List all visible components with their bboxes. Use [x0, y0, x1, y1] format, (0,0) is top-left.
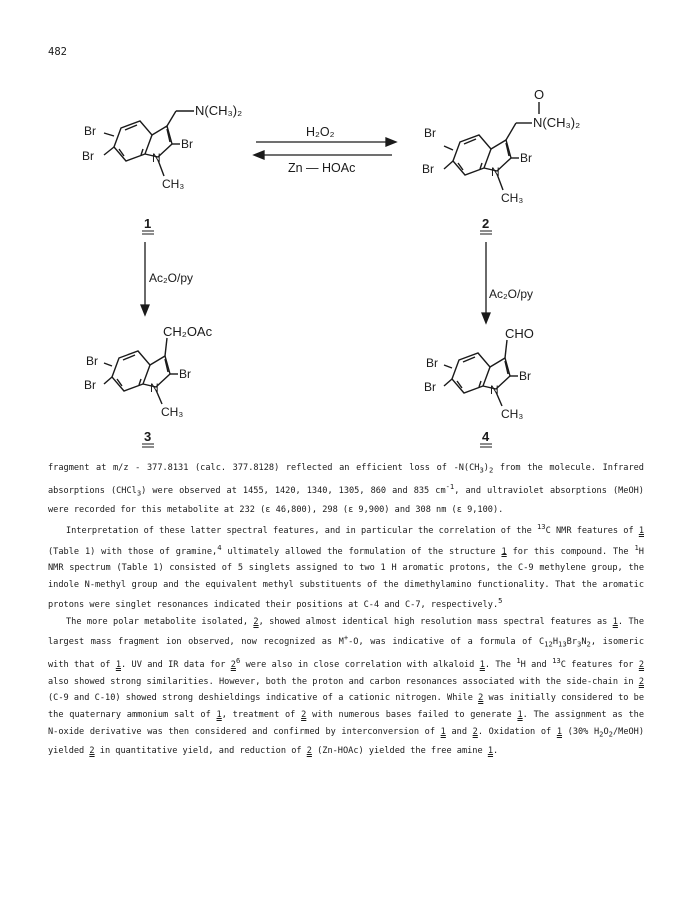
- compound-ref: 1: [501, 546, 507, 557]
- compound-ref: 2: [230, 660, 236, 671]
- compound-4-br-bottom: Br: [424, 380, 436, 394]
- compound-2-br-top: Br: [424, 126, 436, 140]
- compound-ref: 1: [479, 660, 485, 671]
- compound-ref: 2: [638, 676, 644, 687]
- compound-1-number: 1: [144, 216, 152, 231]
- compound-2-br-c2: Br: [520, 151, 532, 165]
- compound-ref: 1: [517, 710, 523, 721]
- arrow-2-to-4: [482, 242, 490, 323]
- compound-4-number: 4: [482, 429, 490, 444]
- compound-3-structure: [104, 338, 178, 404]
- reverse-arrow-reagent: Zn — HOAc: [288, 161, 356, 175]
- compound-ref: 2: [89, 745, 95, 756]
- compound-3-n-methyl: CH₃: [161, 405, 184, 419]
- paragraph-fragment: fragment at m/z - 377.8131 (calc. 377.8128) reflected an efficient loss of $-N(CH_3)_2$ from the molecule. Infrared absorptions (CHCl$_3$) were observed at 1455, 1420, 1340, 1305, 860 and 835 $cm^{-1}$, and ultraviolet absorptions (MeOH) were recorded for this metabolite at 232 (ε 46,800), 298 (ε 9,900) and 308 nm (ε 9,100).: [48, 463, 644, 516]
- compound-ref: 2: [472, 726, 478, 737]
- forward-arrow: [256, 138, 396, 146]
- arrow-1-to-3-reagent: Ac₂O/py: [149, 271, 194, 285]
- compound-ref: 1: [612, 616, 618, 627]
- reaction-scheme: [0, 80, 680, 456]
- compound-1-n-methyl: CH₃: [162, 177, 185, 191]
- forward-arrow-reagent: H₂O₂: [306, 125, 335, 139]
- compound-1-br-c2: Br: [181, 137, 193, 151]
- compound-2-oxide: O: [534, 87, 545, 102]
- compound-4-n-methyl: CH₃: [501, 407, 524, 421]
- compound-3-br-top: Br: [86, 354, 98, 368]
- compound-3-side-chain: CH₂OAc: [163, 324, 213, 339]
- body-text: [48, 460, 644, 760]
- compound-ref: 1: [638, 525, 644, 536]
- compound-ref: 1: [440, 726, 446, 737]
- compound-2-br-bottom: Br: [422, 162, 434, 176]
- compound-ref: 2: [478, 693, 484, 704]
- compound-4-br-c2: Br: [519, 369, 531, 383]
- compound-3-n-label: N: [150, 381, 159, 395]
- paragraph-interpretation: Interpretation of these latter spectral features, and in particular the correlation of the $^{13}$C NMR features of 1 (Table 1) with those of gramine,$^4$ ultimately allowed the formulation of the structure 1 for this compound. The $^1$H NMR spectrum (Table 1) consisted of 5 singlets assigned to two 1 H aromatic protons, the C-9 methylene group, the indole N-methyl group and the equivalent methyl substituents of the dimethylamino functionality. That the aromatic protons were singlet resonances indicated their positions at C-4 and C-7, respectively.$^5$: [48, 522, 644, 611]
- compound-ref: 1: [216, 710, 222, 721]
- compound-2-n-methyl: CH₃: [501, 191, 524, 205]
- compound-1-side-chain: N(CH₃)₂: [195, 103, 243, 118]
- compound-1-br-top: Br: [84, 124, 96, 138]
- compound-1-br-bottom: Br: [82, 149, 94, 163]
- compound-4-structure: [444, 340, 518, 406]
- compound-3-br-c2: Br: [179, 367, 191, 381]
- compound-ref: 2: [638, 660, 645, 671]
- compound-4-n-label: N: [490, 383, 499, 397]
- compound-4-side-chain: CHO: [505, 326, 534, 341]
- compound-1-n-label: N: [152, 151, 161, 165]
- arrow-2-to-4-reagent: Ac₂O/py: [489, 287, 534, 301]
- compound-ref: 1: [115, 660, 121, 671]
- compound-2-n-label: N: [491, 165, 500, 179]
- reverse-arrow: [254, 151, 392, 159]
- compound-2-side-chain: N(CH₃)₂: [533, 115, 581, 130]
- compound-ref: 1: [556, 726, 563, 737]
- paragraph-polar-metabolite: The more polar metabolite isolated, 2, showed almost identical high resolution mass spectral features as 1. The largest mass fragment ion observed, now recognized as M+-O, was indicative of a formula of $C_{12}H_{13}Br_3N_2$, isomeric with that of 1. UV and IR data for $2^6$ were also in close correlation with alkaloid 1. The $^1$H and $^{13}$C features for 2 also showed strong similarities. However, both the proton and carbon resonances associated with the side-chain in 2 (C-9 and C-10) showed strong deshieldings indicative of a cationic nitrogen. While 2 was initially considered to be the quaternary ammonium salt of 1, treatment of 2 with numerous bases failed to generate 1. The assignment as the N-oxide derivative was then considered and confirmed by interconversion of 1 and 2. Oxidation of 1 (30% $H_2O_2/MeOH$) yielded 2 in quantitative yield, and reduction of 2 (Zn-HOAc) yielded the free amine 1.: [48, 616, 645, 756]
- compound-4-br-top: Br: [426, 356, 438, 370]
- page-number: 482: [48, 46, 67, 58]
- arrow-1-to-3: [141, 242, 149, 315]
- compound-3-br-bottom: Br: [84, 378, 96, 392]
- compound-ref: 2: [306, 745, 312, 756]
- compound-ref: 1: [487, 745, 494, 756]
- compound-3-number: 3: [144, 429, 152, 444]
- compound-ref: 2: [301, 710, 307, 721]
- compound-ref: 2: [253, 616, 259, 627]
- compound-2-number: 2: [482, 216, 490, 231]
